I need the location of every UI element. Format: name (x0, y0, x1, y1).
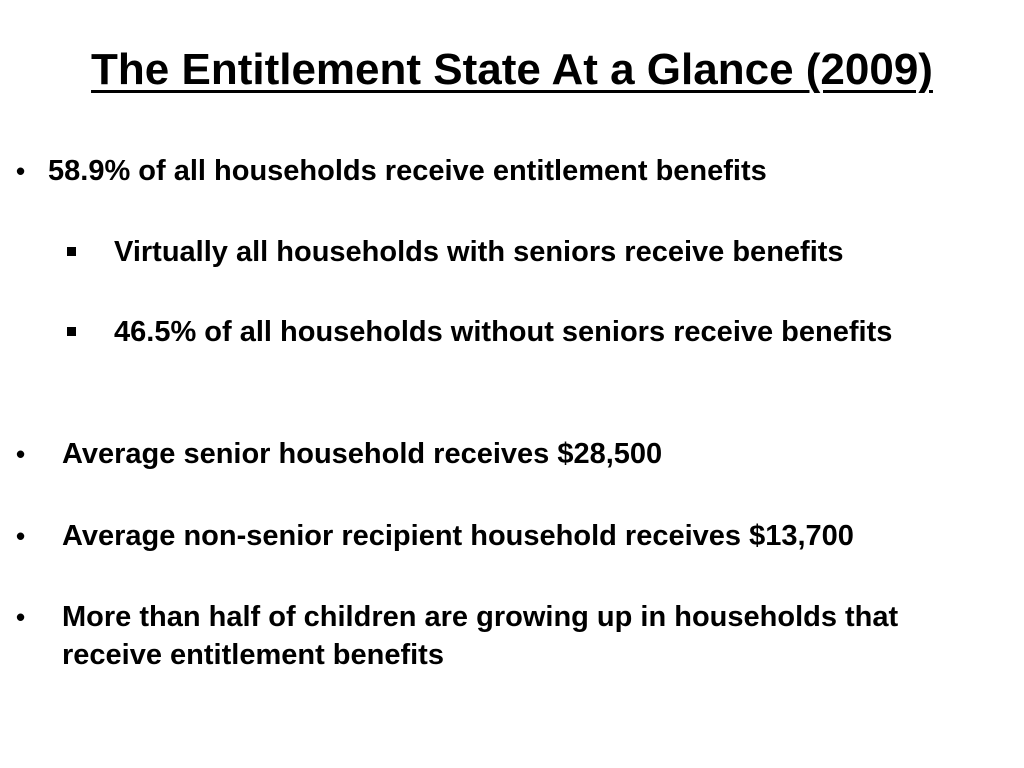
sub-bullet-item-text: 46.5% of all households without seniors receive benefits (114, 316, 893, 348)
bullet-dot: • (16, 602, 26, 632)
bullet-item-text: Average senior household receives $28,500 (62, 438, 663, 470)
bullet-item-text: Average non-senior recipient household receives $13,700 (62, 520, 854, 552)
bullet-item-text: More than half of children are growing up in households that receive entitlement benefits (62, 601, 899, 671)
bullet-dot: • (16, 439, 26, 469)
sub-bullet-square (67, 247, 76, 256)
sub-bullet-item-text: Virtually all households with seniors receive benefits (114, 236, 844, 268)
bullet-dot: • (16, 521, 26, 551)
slide-title: The Entitlement State At a Glance (2009) (91, 45, 933, 94)
bullet-item-text: 58.9% of all households receive entitlement benefits (48, 155, 767, 187)
sub-bullet-square (67, 327, 76, 336)
bullet-dot: • (16, 156, 26, 186)
